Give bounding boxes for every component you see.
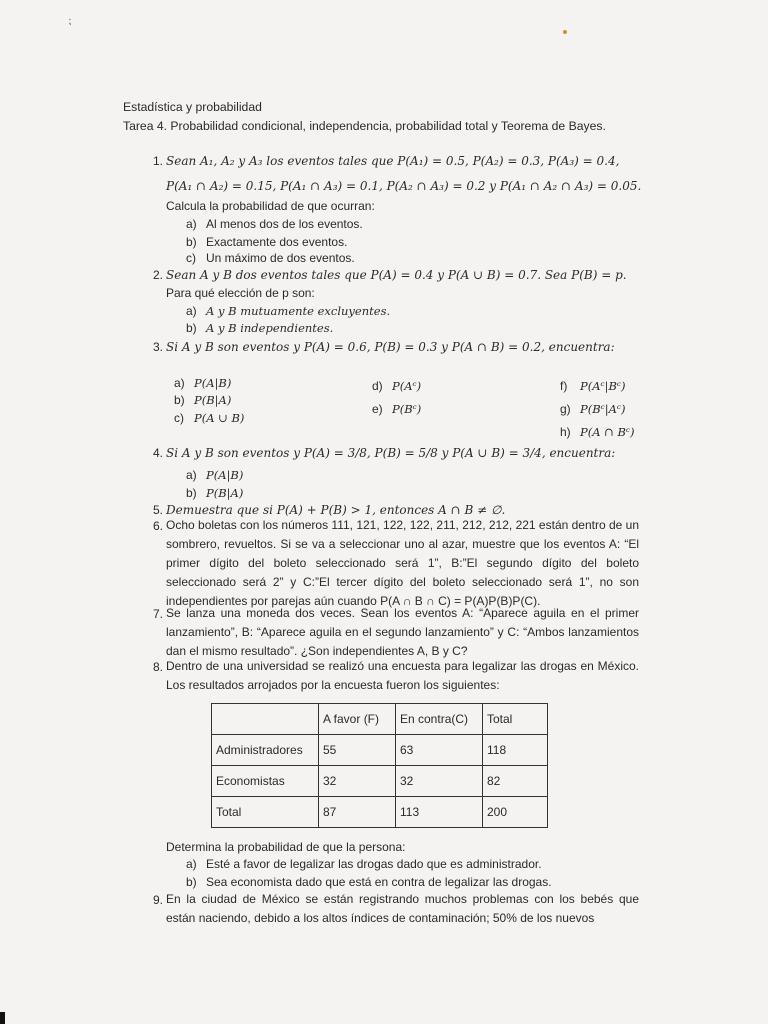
q3-b-text: P(B|A) (194, 393, 232, 407)
q1-number: 1. (152, 154, 163, 168)
q3-h-text: P(A ∩ Bᶜ) (580, 425, 635, 439)
q8-text: Dentro de una universidad se realizó una encuesta para legalizar las drogas en México. Los resultados arrojados por la encuesta fueron los siguientes: (166, 659, 639, 692)
q3-f-text: P(Aᶜ|Bᶜ) (580, 379, 626, 393)
table-row (212, 797, 548, 828)
q3-item-h (560, 425, 634, 439)
q3-item-f (560, 379, 625, 393)
q4-item-b (186, 486, 243, 500)
q8-b-label: b) (186, 875, 197, 889)
q3-d-label: d) (372, 379, 383, 393)
q3-item-e (372, 402, 421, 416)
q5-number: 5. (152, 503, 163, 517)
table-cell: 113 (396, 797, 483, 828)
q2-item-b (186, 321, 333, 335)
q3-a-label: a) (174, 376, 185, 390)
q4-b-label: b) (186, 486, 197, 500)
table-header-cell (212, 704, 319, 735)
q3-g-text: P(Bᶜ|Aᶜ) (580, 402, 626, 416)
q7-number: 7. (152, 607, 163, 621)
q3-f-label: f) (560, 379, 568, 393)
scan-speck-orange (563, 30, 567, 34)
table-cell: 87 (319, 797, 396, 828)
q8-a-label: a) (186, 857, 197, 871)
table-row (212, 735, 548, 766)
q3-c-text: P(A ∪ B) (194, 411, 245, 425)
table-header-cell: A favor (F) (319, 704, 396, 735)
q9-number: 9. (152, 893, 163, 907)
table-header-cell: Total (483, 704, 548, 735)
q8-prompt: Determina la probabilidad de que la persona: (166, 840, 406, 854)
table-row (212, 766, 548, 797)
q8-number: 8. (152, 660, 163, 674)
table-cell: 32 (396, 766, 483, 797)
q1-c-label: c) (186, 251, 196, 265)
q1-item-b (186, 235, 347, 249)
q7-text: Se lanza una moneda dos veces. Sean los eventos A: “Aparece aguila en el primer lanzamiento”, B: “Aparece aguila en el segundo lanzamiento” y C: “Ambos lanzamientos dan el mismo resultado”. ¿Son independientes A, B y C? (166, 606, 639, 658)
q8-item-a (186, 857, 542, 871)
table-cell: 82 (483, 766, 548, 797)
q2-number: 2. (152, 268, 163, 282)
q2-line2: Para qué elección de p son: (166, 286, 315, 300)
q6-text: Ocho boletas con los números 111, 121, 122, 122, 211, 212, 212, 221 están dentro de un sombrero, revueltos. Si se va a seleccionar uno al azar, muestre que los eventos A: “El primer dígito del boleto seleccionado será 1”, B:”El segundo dígito del boleto seleccionado será 2” y C:”El tercer dígito del boleto seleccionado será 1”, no son independientes por parejas aún cuando P(A ∩ B ∩ C) = P(A)P(B)P(C). (166, 518, 640, 608)
q3-item-d (372, 379, 421, 393)
q3-item-g (560, 402, 625, 416)
q1-item-c (186, 251, 355, 265)
q3-e-label: e) (372, 402, 383, 416)
q3-h-label: h) (560, 425, 571, 439)
q3-item-a (174, 376, 231, 390)
table-cell: 200 (483, 797, 548, 828)
q1-c-text: Un máximo de dos eventos. (206, 251, 355, 265)
q1-line3: Calcula la probabilidad de que ocurran: (166, 199, 375, 213)
q4-item-a (186, 468, 243, 482)
q4-b-text: P(B|A) (206, 486, 244, 500)
q1-b-text: Exactamente dos eventos. (206, 235, 348, 249)
table-cell: Administradores (212, 735, 319, 766)
q3-a-text: P(A|B) (194, 376, 232, 390)
q1-b-label: b) (186, 235, 197, 249)
q3-number: 3. (152, 340, 163, 354)
q2-b-text: A y B independientes. (206, 321, 334, 335)
q2-a-text: A y B mutuamente excluyentes. (206, 304, 391, 318)
table-cell: 32 (319, 766, 396, 797)
q3-g-label: g) (560, 402, 571, 416)
survey-table (211, 703, 548, 828)
q2-b-label: b) (186, 321, 197, 335)
course-title: Estadística y probabilidad (123, 100, 262, 114)
q8-a-text: Esté a favor de legalizar las drogas dado que es administrador. (206, 857, 542, 871)
q4-a-text: P(A|B) (206, 468, 244, 482)
q3-c-label: c) (174, 411, 184, 425)
q5-line1: Demuestra que si P(A) + P(B) > 1, entonces A ∩ B ≠ ∅. (166, 503, 506, 517)
q3-line1: Si A y B son eventos y P(A) = 0.6, P(B) = 0.3 y P(A ∩ B) = 0.2, encuentra: (166, 340, 615, 354)
table-cell: 55 (319, 735, 396, 766)
assignment-title: Tarea 4. Probabilidad condicional, independencia, probabilidad total y Teorema de Bayes. (123, 119, 606, 133)
q1-line1: Sean A₁, A₂ y A₃ los eventos tales que P(A₁) = 0.5, P(A₂) = 0.3, P(A₃) = 0.4, (166, 154, 620, 168)
table-cell: 63 (396, 735, 483, 766)
q1-item-a (186, 217, 363, 231)
table-cell: Total (212, 797, 319, 828)
q9-text: En la ciudad de México se están registrando muchos problemas con los bebés que están naciendo, debido a los altos índices de contaminación; 50% de los nuevos (166, 892, 639, 925)
q8-b-text: Sea economista dado que está en contra de legalizar las drogas. (206, 875, 552, 889)
q3-b-label: b) (174, 393, 185, 407)
scan-edge-mark (0, 1012, 5, 1024)
q1-a-text: Al menos dos de los eventos. (206, 217, 363, 231)
table-header-row (212, 704, 548, 735)
q2-a-label: a) (186, 304, 197, 318)
q3-d-text: P(Aᶜ) (392, 379, 422, 393)
q8-item-b (186, 875, 552, 889)
q3-item-b (174, 393, 231, 407)
scan-speck: ⁏ (68, 16, 72, 27)
table-cell: 118 (483, 735, 548, 766)
q3-e-text: P(Bᶜ) (392, 402, 422, 416)
q6-number: 6. (152, 519, 163, 533)
q2-line1: Sean A y B dos eventos tales que P(A) = 0.4 y P(A ∪ B) = 0.7. Sea P(B) = p. (166, 268, 627, 282)
q4-number: 4. (152, 446, 163, 460)
q3-item-c (174, 411, 244, 425)
q1-a-label: a) (186, 217, 197, 231)
table-header-cell: En contra(C) (396, 704, 483, 735)
table-cell: Economistas (212, 766, 319, 797)
q4-a-label: a) (186, 468, 197, 482)
q4-line1: Si A y B son eventos y P(A) = 3/8, P(B) = 5/8 y P(A ∪ B) = 3/4, encuentra: (166, 446, 616, 460)
q2-item-a (186, 304, 390, 318)
q1-line2: P(A₁ ∩ A₂) = 0.15, P(A₁ ∩ A₃) = 0.1, P(A₂ ∩ A₃) = 0.2 y P(A₁ ∩ A₂ ∩ A₃) = 0.05. (166, 179, 642, 193)
